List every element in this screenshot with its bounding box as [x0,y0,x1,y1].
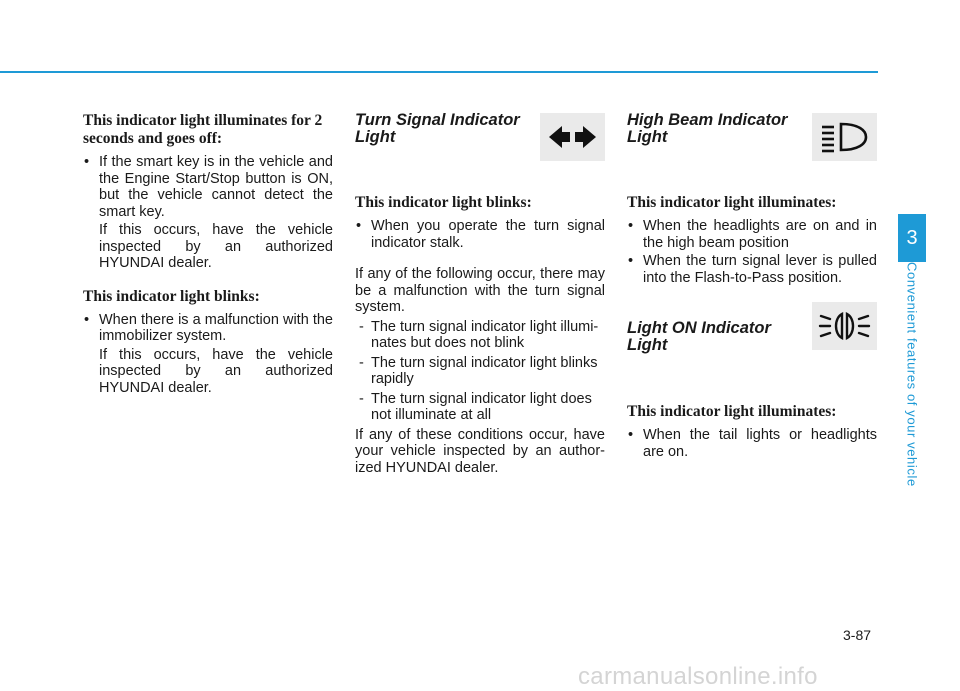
chapter-title: Convenient features of your vehicle [904,262,920,487]
heading-high-beam-illuminates: This indicator light illuminates: [627,194,837,211]
light-on-icon [812,302,877,350]
heading-illuminates-2s: This indicator light illuminates for 2 seconds and goes off: [83,112,323,147]
bullet-high-beam-2: • When the turn signal lever is pulled into the Flash-to-Pass position. [627,253,877,286]
bullet-high-beam-1: • When the headlights are on and in the high beam position [627,218,877,251]
header-rule [0,71,878,73]
para-malfunction: If any of the following occur, there may be a malfunction with the turn signal system. [355,266,605,315]
heading-turn-blinks: This indicator light blinks: [355,194,532,211]
bullet-turn-stalk: • When you operate the turn signal indicator stalk. [355,218,605,251]
chapter-title-vertical [898,262,926,492]
heading-light-on-illuminates: This indicator light illuminates: [627,403,837,420]
section-title-high-beam: High Beam Indicator Light [627,111,788,146]
note-smart-key: If this occurs, have the vehicle inspected by an authorized HYUNDAI dealer. [99,222,333,271]
bullet-immobilizer: • When there is a malfunction with the immobilizer system. [83,312,333,345]
heading-blinks: This indicator light blinks: [83,287,260,305]
dash-item-3: - The turn signal indicator light does not illuminate at all [355,391,605,424]
column-immobilizer [83,112,333,396]
watermark: carmanualsonline.info [578,663,818,690]
turn-signal-arrows-icon [540,113,605,161]
bullet-light-on: • When the tail lights or headlights are on. [627,427,877,460]
section-title-light-on: Light ON Indicator Light [627,319,771,354]
dash-item-2: - The turn signal indicator light blinks rapidly [355,355,605,388]
page-number: 3-87 [843,627,872,643]
para-have-inspected: If any of these conditions occur, have your vehicle inspected by an author-ized HYUNDAI dealer. [355,426,605,476]
section-title-turn-signal: Turn Signal Indicator Light [355,111,520,146]
high-beam-icon [812,113,877,161]
bullet-smart-key: • If the smart key is in the vehicle and the Engine Start/Stop button is ON, but the vehicle cannot detect the smart key. [83,154,333,220]
chapter-tab: 3 [898,214,926,262]
column-lights [627,112,877,462]
column-turn-signal [355,112,605,476]
dash-item-1: - The turn signal indicator light illumi-nates but does not blink [355,319,605,352]
note-immobilizer: If this occurs, have the vehicle inspected by an authorized HYUNDAI dealer. [99,346,333,396]
